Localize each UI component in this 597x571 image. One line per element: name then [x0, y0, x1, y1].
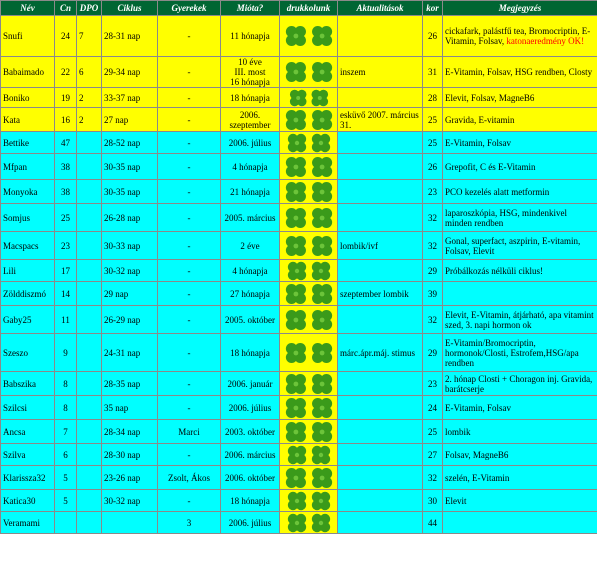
header-nev: Név	[1, 1, 55, 16]
cell-drukkolunk	[280, 260, 338, 282]
cell-name: Snufi	[1, 16, 55, 57]
cell-miota: 2006. január	[221, 372, 280, 396]
cell-aktualitasok: márc.ápr.máj. stimus	[338, 334, 423, 372]
cell-ciklus: 29 nap	[102, 282, 158, 306]
four-leaf-clover-icon	[285, 61, 333, 83]
cell-cn: 38	[55, 154, 77, 180]
cell-aktualitasok	[338, 466, 423, 490]
cell-miota: 18 hónapja	[221, 490, 280, 512]
cell-miota: 2005. október	[221, 306, 280, 334]
cell-cn: 8	[55, 396, 77, 420]
cell-aktualitasok: szeptember lombik	[338, 282, 423, 306]
megjegyzes-text: E-Vitamin, Folsav	[445, 402, 511, 413]
cell-megjegyzes	[443, 260, 597, 282]
cell-miota: 2005. március	[221, 204, 280, 232]
cell-name: Kata	[1, 108, 55, 132]
cell-ciklus: 30-35 nap	[102, 154, 158, 180]
cell-cn: 19	[55, 88, 77, 108]
header-miota: Mióta?	[221, 1, 280, 16]
cell-dpo	[77, 490, 102, 512]
four-leaf-clover-icon	[285, 156, 333, 178]
cell-ciklus: 28-35 nap	[102, 372, 158, 396]
cell-drukkolunk	[280, 396, 338, 420]
cell-aktualitasok	[338, 512, 423, 534]
cell-ciklus: 30-32 nap	[102, 260, 158, 282]
cell-gyerekek: -	[158, 204, 221, 232]
table-body	[1, 16, 597, 534]
cell-name: Ancsa	[1, 420, 55, 444]
cell-miota: 21 hónapja	[221, 180, 280, 204]
cell-dpo	[77, 306, 102, 334]
cell-cn: 7	[55, 420, 77, 444]
cell-kor: 28	[423, 88, 443, 108]
four-leaf-clover-icon	[285, 207, 333, 229]
cell-ciklus: 33-37 nap	[102, 88, 158, 108]
table-row	[1, 132, 597, 154]
cell-dpo: 7	[77, 16, 102, 57]
cell-miota: 2006. július	[221, 132, 280, 154]
cell-gyerekek: -	[158, 180, 221, 204]
cell-gyerekek: -	[158, 260, 221, 282]
table-row	[1, 57, 597, 88]
cell-dpo: 6	[77, 57, 102, 88]
four-leaf-clover-icon	[285, 467, 333, 489]
cell-name: Lili	[1, 260, 55, 282]
four-leaf-clover-icon	[285, 373, 333, 395]
cell-cn: 5	[55, 466, 77, 490]
cell-megjegyzes	[443, 88, 597, 108]
cell-dpo	[77, 334, 102, 372]
cell-dpo	[77, 204, 102, 232]
cell-name: Boniko	[1, 88, 55, 108]
cell-megjegyzes	[443, 204, 597, 232]
cell-cn: 6	[55, 444, 77, 466]
megjegyzes-text: szelén, E-Vitamin	[445, 472, 510, 483]
cell-aktualitasok	[338, 420, 423, 444]
cell-megjegyzes	[443, 490, 597, 512]
megjegyzes-text: Próbálkozás nélküli ciklus!	[445, 265, 543, 276]
cell-name: Katica30	[1, 490, 55, 512]
cell-ciklus: 30-35 nap	[102, 180, 158, 204]
cell-aktualitasok: inszem	[338, 57, 423, 88]
cell-name: Veramami	[1, 512, 55, 534]
cell-dpo	[77, 132, 102, 154]
cell-aktualitasok	[338, 396, 423, 420]
table-row	[1, 306, 597, 334]
cell-ciklus: 35 nap	[102, 396, 158, 420]
cell-dpo: 2	[77, 108, 102, 132]
cell-cn: 9	[55, 334, 77, 372]
table-row	[1, 232, 597, 260]
cell-miota: 2006. március	[221, 444, 280, 466]
cell-aktualitasok	[338, 444, 423, 466]
cell-gyerekek: -	[158, 88, 221, 108]
cell-name: Szeszo	[1, 334, 55, 372]
cell-aktualitasok	[338, 204, 423, 232]
cell-dpo	[77, 154, 102, 180]
cell-name: Mfpan	[1, 154, 55, 180]
cell-cn	[55, 512, 77, 534]
megjegyzes-text: E-Vitamin, Folsav, HSG rendben, Closty	[445, 67, 593, 77]
header-aktualitasok: Aktualitások	[338, 1, 423, 16]
four-leaf-clover-icon	[287, 513, 331, 533]
header-drukkolunk: drukkolunk	[280, 1, 338, 16]
cell-gyerekek: -	[158, 16, 221, 57]
cell-miota: 18 hónapja	[221, 334, 280, 372]
cell-kor: 26	[423, 16, 443, 57]
cell-drukkolunk	[280, 372, 338, 396]
header-dpo: DPO	[77, 1, 102, 16]
cell-ciklus: 26-29 nap	[102, 306, 158, 334]
table-row	[1, 490, 597, 512]
table-row	[1, 512, 597, 534]
cell-miota: 10 éve III. most 16 hónapja	[221, 57, 280, 88]
four-leaf-clover-icon	[287, 133, 331, 153]
four-leaf-clover-icon	[285, 309, 333, 331]
cell-megjegyzes	[443, 466, 597, 490]
table-row	[1, 16, 597, 57]
table-row	[1, 282, 597, 306]
four-leaf-clover-icon	[285, 25, 333, 47]
cell-dpo	[77, 396, 102, 420]
cell-drukkolunk	[280, 88, 338, 108]
cell-gyerekek: -	[158, 444, 221, 466]
table-row	[1, 108, 597, 132]
cell-cn: 22	[55, 57, 77, 88]
four-leaf-clover-icon	[285, 342, 333, 364]
cell-dpo	[77, 180, 102, 204]
table-row	[1, 420, 597, 444]
cell-ciklus	[102, 512, 158, 534]
cell-aktualitasok	[338, 306, 423, 334]
cell-aktualitasok	[338, 88, 423, 108]
cell-ciklus: 24-31 nap	[102, 334, 158, 372]
cell-name: Zölddiszmó	[1, 282, 55, 306]
table-row	[1, 334, 597, 372]
cell-kor: 29	[423, 334, 443, 372]
megjegyzes-text: 2. hónap Closti + Choragon inj. Gravida, barátcserje	[445, 373, 593, 394]
four-leaf-clover-icon	[285, 421, 333, 443]
cell-cn: 8	[55, 372, 77, 396]
cell-miota: 18 hónapja	[221, 88, 280, 108]
cell-aktualitasok	[338, 132, 423, 154]
table-row	[1, 444, 597, 466]
four-leaf-clover-icon	[287, 445, 331, 465]
cell-kor: 27	[423, 444, 443, 466]
cell-miota: 4 hónapja	[221, 154, 280, 180]
cell-dpo	[77, 372, 102, 396]
cell-aktualitasok	[338, 490, 423, 512]
cell-ciklus: 30-32 nap	[102, 490, 158, 512]
cell-gyerekek: Zsolt, Ákos	[158, 466, 221, 490]
header-row	[1, 1, 597, 16]
cell-aktualitasok	[338, 154, 423, 180]
cell-kor: 30	[423, 490, 443, 512]
table-row	[1, 466, 597, 490]
cell-gyerekek: -	[158, 490, 221, 512]
megjegyzes-text: Elevit	[445, 495, 467, 506]
cell-kor: 32	[423, 204, 443, 232]
cell-kor: 32	[423, 232, 443, 260]
table-row	[1, 396, 597, 420]
cell-kor: 29	[423, 260, 443, 282]
cell-cn: 11	[55, 306, 77, 334]
cell-dpo	[77, 282, 102, 306]
cell-name: Szilcsi	[1, 396, 55, 420]
cell-drukkolunk	[280, 232, 338, 260]
header-cn: Cn	[55, 1, 77, 16]
megjegyzes-text: Grepofit, C és E-Vitamin	[445, 161, 536, 172]
cell-miota: 2006. október	[221, 466, 280, 490]
four-leaf-clover-icon	[289, 89, 329, 107]
cell-kor: 25	[423, 132, 443, 154]
cell-drukkolunk	[280, 512, 338, 534]
cell-name: Macspacs	[1, 232, 55, 260]
cell-drukkolunk	[280, 132, 338, 154]
cell-name: Gaby25	[1, 306, 55, 334]
cell-drukkolunk	[280, 420, 338, 444]
cell-gyerekek: -	[158, 282, 221, 306]
cell-name: Somjus	[1, 204, 55, 232]
cell-kor: 32	[423, 466, 443, 490]
cell-megjegyzes	[443, 57, 597, 88]
cell-gyerekek: Marci	[158, 420, 221, 444]
cell-megjegyzes	[443, 512, 597, 534]
cell-name: Bettike	[1, 132, 55, 154]
cell-ciklus: 28-30 nap	[102, 444, 158, 466]
cell-name: Babszika	[1, 372, 55, 396]
cell-dpo	[77, 444, 102, 466]
cell-gyerekek: -	[158, 232, 221, 260]
cell-miota: 2006. július	[221, 396, 280, 420]
cell-megjegyzes	[443, 420, 597, 444]
cell-gyerekek: -	[158, 396, 221, 420]
cell-kor: 25	[423, 108, 443, 132]
cell-aktualitasok	[338, 16, 423, 57]
cell-aktualitasok	[338, 372, 423, 396]
cell-megjegyzes	[443, 180, 597, 204]
cell-ciklus: 29-34 nap	[102, 57, 158, 88]
cell-drukkolunk	[280, 306, 338, 334]
cell-cn: 38	[55, 180, 77, 204]
cell-drukkolunk	[280, 154, 338, 180]
cell-ciklus: 28-34 nap	[102, 420, 158, 444]
cell-aktualitasok	[338, 180, 423, 204]
cell-kor: 44	[423, 512, 443, 534]
cell-gyerekek: -	[158, 154, 221, 180]
cell-dpo: 2	[77, 88, 102, 108]
cell-miota: 27 hónapja	[221, 282, 280, 306]
four-leaf-clover-icon	[285, 181, 333, 203]
cell-megjegyzes	[443, 396, 597, 420]
cell-megjegyzes	[443, 334, 597, 372]
four-leaf-clover-icon	[285, 283, 333, 305]
cell-drukkolunk	[280, 282, 338, 306]
header-kor: kor	[423, 1, 443, 16]
cell-kor: 23	[423, 180, 443, 204]
table-row	[1, 180, 597, 204]
megjegyzes-text: Gravida, E-vitamin	[445, 114, 515, 125]
four-leaf-clover-icon	[285, 397, 333, 419]
megjegyzes-text: Elevit, Folsav, MagneB6	[445, 92, 535, 103]
header-gyerekek: Gyerekek	[158, 1, 221, 16]
cell-megjegyzes	[443, 16, 597, 57]
cell-miota: 2006. szeptember	[221, 108, 280, 132]
cell-kor: 39	[423, 282, 443, 306]
header-ciklus: Ciklus	[102, 1, 158, 16]
cell-gyerekek: -	[158, 57, 221, 88]
cell-dpo	[77, 512, 102, 534]
cell-ciklus: 30-33 nap	[102, 232, 158, 260]
megjegyzes-text: lombik	[445, 426, 471, 437]
cell-gyerekek: -	[158, 334, 221, 372]
cell-ciklus: 28-31 nap	[102, 16, 158, 57]
cell-kor: 24	[423, 396, 443, 420]
megjegyzes-text: Gonal, superfact, aszpirin, E-vitamin, Folsav, Elevit	[445, 235, 581, 256]
cell-kor: 26	[423, 154, 443, 180]
megjegyzes-text: Elevit, E-Vitamin, átjárható, apa vitamint szed, 3. napi hormon ok	[445, 309, 594, 330]
cell-gyerekek: -	[158, 132, 221, 154]
table-row	[1, 204, 597, 232]
cell-miota: 2003. október	[221, 420, 280, 444]
cell-gyerekek: 3	[158, 512, 221, 534]
cell-megjegyzes	[443, 108, 597, 132]
cell-aktualitasok	[338, 260, 423, 282]
cell-kor: 25	[423, 420, 443, 444]
cell-dpo	[77, 466, 102, 490]
cell-cn: 25	[55, 204, 77, 232]
cell-drukkolunk	[280, 16, 338, 57]
cell-megjegyzes	[443, 132, 597, 154]
cell-dpo	[77, 260, 102, 282]
cell-aktualitasok: esküvő 2007. március 31.	[338, 108, 423, 132]
four-leaf-clover-icon	[285, 109, 333, 131]
cell-gyerekek: -	[158, 108, 221, 132]
cell-drukkolunk	[280, 444, 338, 466]
cell-drukkolunk	[280, 334, 338, 372]
cell-ciklus: 23-26 nap	[102, 466, 158, 490]
cell-miota: 11 hónapja	[221, 16, 280, 57]
header-megjegyzes: Megjegyzés	[443, 1, 597, 16]
cell-dpo	[77, 232, 102, 260]
cell-miota: 2006. július	[221, 512, 280, 534]
cell-miota: 4 hónapja	[221, 260, 280, 282]
cell-gyerekek: -	[158, 372, 221, 396]
cell-ciklus: 28-52 nap	[102, 132, 158, 154]
cell-drukkolunk	[280, 180, 338, 204]
cell-name: Monyoka	[1, 180, 55, 204]
cell-megjegyzes	[443, 444, 597, 466]
cell-cn: 16	[55, 108, 77, 132]
table-row	[1, 260, 597, 282]
cell-drukkolunk	[280, 108, 338, 132]
cell-name: Babaimado	[1, 57, 55, 88]
cell-name: Klarissza32	[1, 466, 55, 490]
cell-aktualitasok: lombik/ivf	[338, 232, 423, 260]
table-row	[1, 154, 597, 180]
cell-megjegyzes	[443, 154, 597, 180]
cell-drukkolunk	[280, 204, 338, 232]
cell-kor: 32	[423, 306, 443, 334]
megjegyzes-highlight: katonaeredmény OK!	[506, 36, 585, 46]
cell-cn: 23	[55, 232, 77, 260]
cell-cn: 14	[55, 282, 77, 306]
cell-kor: 31	[423, 57, 443, 88]
table-row	[1, 88, 597, 108]
cell-drukkolunk	[280, 57, 338, 88]
megjegyzes-text: E-Vitamin/Bromocriptin, hormonok/Closti, Estrofem,HSG/apa rendben	[445, 337, 579, 368]
four-leaf-clover-icon	[287, 261, 331, 281]
cell-cn: 17	[55, 260, 77, 282]
megjegyzes-text: E-Vitamin, Folsav	[445, 137, 511, 148]
cell-megjegyzes	[443, 232, 597, 260]
cell-megjegyzes	[443, 372, 597, 396]
cell-drukkolunk	[280, 466, 338, 490]
cell-miota: 2 éve	[221, 232, 280, 260]
cell-gyerekek: -	[158, 306, 221, 334]
megjegyzes-text: cickafark, palástfű tea, Bromocriptin, E-Vitamin, Folsav,	[445, 26, 591, 46]
four-leaf-clover-icon	[287, 491, 331, 511]
cell-cn: 24	[55, 16, 77, 57]
four-leaf-clover-icon	[285, 235, 333, 257]
cell-dpo	[77, 420, 102, 444]
cell-cn: 5	[55, 490, 77, 512]
cell-cn: 47	[55, 132, 77, 154]
cell-megjegyzes	[443, 306, 597, 334]
megjegyzes-text: laparoszkópia, HSG, mindenkivel minden rendben	[445, 207, 567, 228]
table-row	[1, 372, 597, 396]
cell-ciklus: 27 nap	[102, 108, 158, 132]
cell-megjegyzes	[443, 282, 597, 306]
cell-drukkolunk	[280, 490, 338, 512]
megjegyzes-text: PCO kezelés alatt metformin	[445, 186, 550, 197]
cell-name: Szilva	[1, 444, 55, 466]
megjegyzes-text: Folsav, MagneB6	[445, 449, 509, 460]
cell-kor: 23	[423, 372, 443, 396]
cell-ciklus: 26-28 nap	[102, 204, 158, 232]
